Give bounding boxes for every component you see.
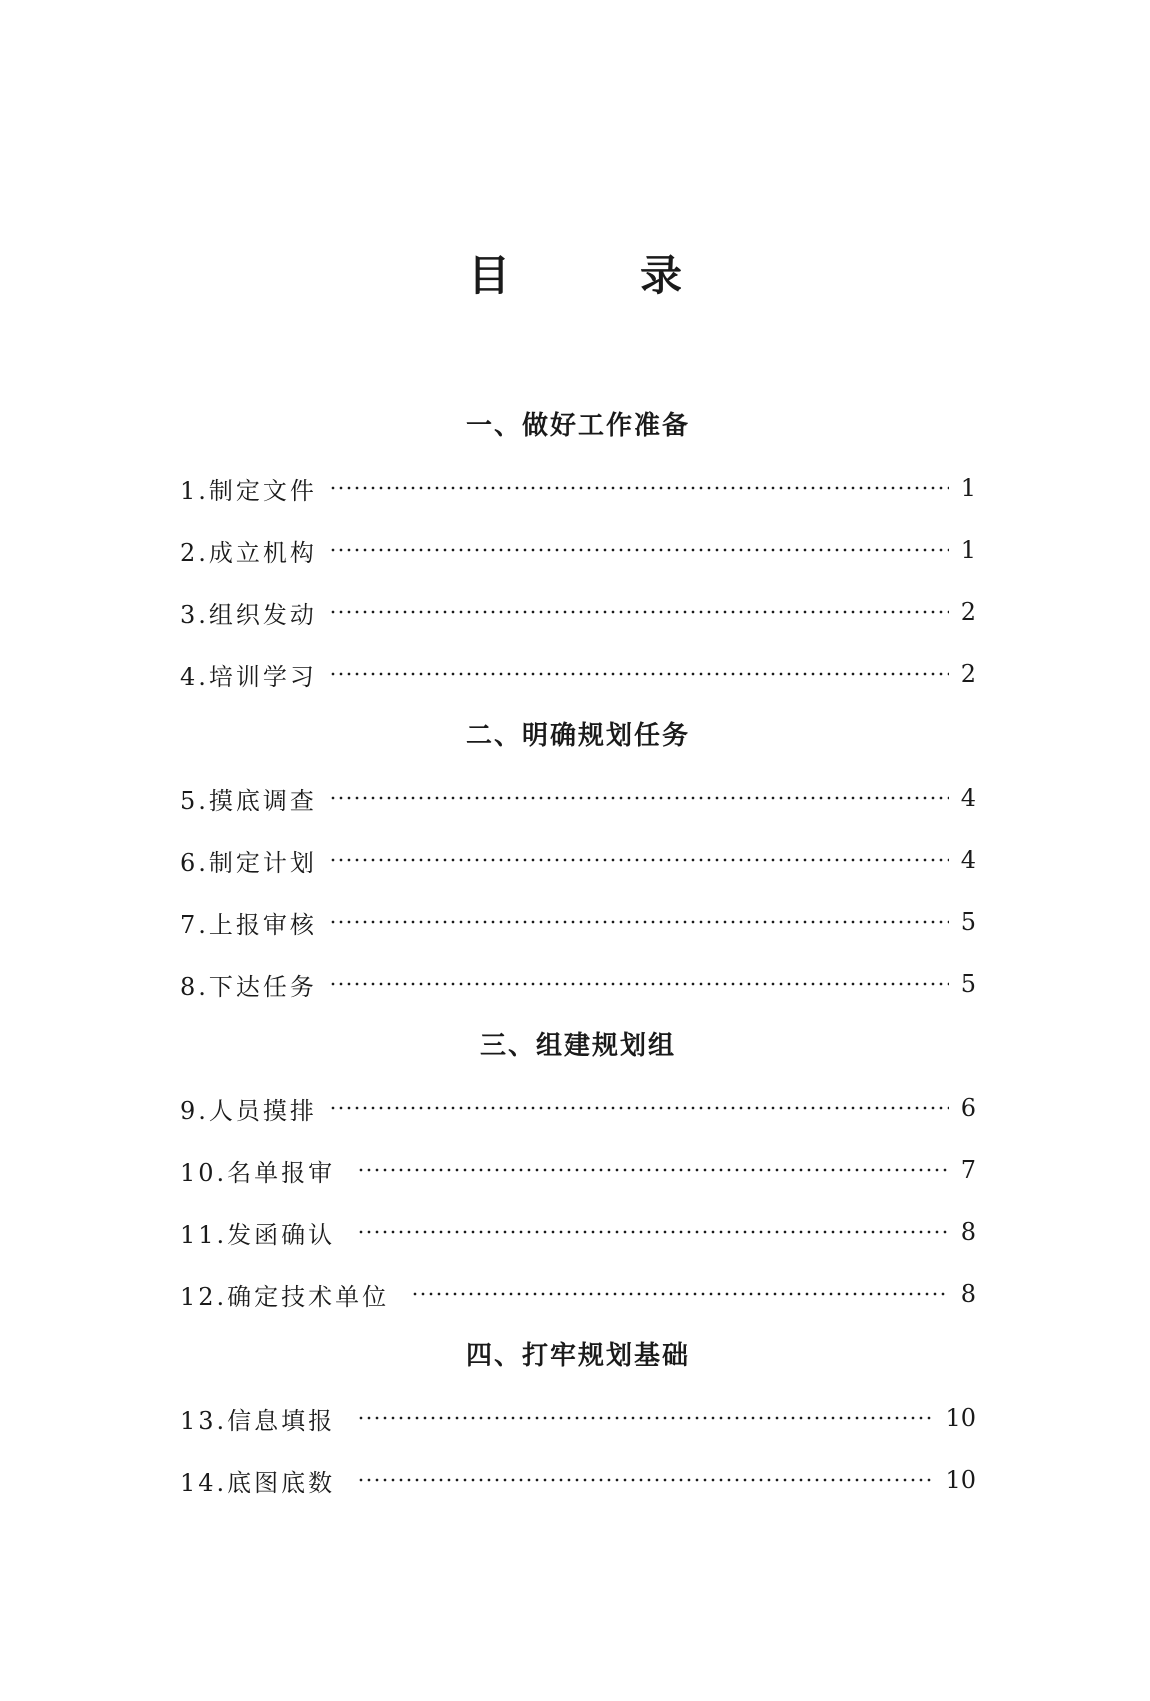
toc-entry[interactable]: [180, 519, 976, 581]
toc-entry[interactable]: [180, 829, 976, 891]
toc-entry[interactable]: [180, 1263, 976, 1325]
entry-label: 12.确定技术单位: [180, 1282, 390, 1311]
dot-leader: [357, 1168, 949, 1172]
dot-leader: [411, 1292, 949, 1296]
entry-label: 1.制定文件: [180, 476, 317, 505]
dot-leader: [357, 1478, 933, 1482]
dot-leader: [329, 610, 949, 614]
section-heading: 三、组建规划组: [479, 1031, 676, 1061]
entry-label: 3.组织发动: [180, 600, 317, 629]
toc-entry[interactable]: [180, 891, 976, 953]
toc-entry[interactable]: [180, 1449, 976, 1511]
entry-page-number: 8: [960, 1280, 976, 1308]
entry-label: 4.培训学习: [180, 662, 317, 691]
toc-entry[interactable]: [180, 767, 976, 829]
dot-leader: [329, 486, 949, 490]
toc-entry[interactable]: [180, 1077, 976, 1139]
table-of-contents: [180, 395, 976, 1511]
dot-leader: [357, 1416, 933, 1420]
toc-entry[interactable]: [180, 457, 976, 519]
entry-label: 7.上报审核: [180, 910, 317, 939]
entry-page-number: 1: [960, 474, 976, 502]
entry-label: 8.下达任务: [180, 972, 317, 1001]
entry-page-number: 8: [960, 1218, 976, 1246]
dot-leader: [357, 1230, 949, 1234]
toc-entry[interactable]: [180, 1201, 976, 1263]
entry-label: 14.底图底数: [180, 1468, 336, 1497]
entry-label: 5.摸底调查: [180, 786, 317, 815]
entry-page-number: 2: [960, 598, 976, 626]
dot-leader: [329, 548, 949, 552]
dot-leader: [329, 796, 949, 800]
dot-leader: [329, 982, 949, 986]
entry-page-number: 7: [960, 1156, 976, 1184]
entry-label: 2.成立机构: [180, 538, 317, 567]
toc-entry[interactable]: [180, 581, 976, 643]
dot-leader: [329, 858, 949, 862]
entry-label: 9.人员摸排: [180, 1096, 317, 1125]
entry-page-number: 4: [960, 784, 976, 812]
entry-label: 11.发函确认: [180, 1220, 336, 1249]
entry-page-number: 6: [960, 1094, 976, 1122]
entry-page-number: 10: [945, 1404, 976, 1432]
entry-page-number: 5: [960, 908, 976, 936]
entry-label: 13.信息填报: [180, 1406, 336, 1435]
section-heading: 四、打牢规划基础: [465, 1341, 690, 1371]
section-heading: 一、做好工作准备: [465, 411, 690, 441]
entry-page-number: 1: [960, 536, 976, 564]
dot-leader: [329, 1106, 949, 1110]
toc-entry[interactable]: [180, 1387, 976, 1449]
section-heading: 二、明确规划任务: [465, 721, 690, 751]
entry-label: 10.名单报审: [180, 1158, 336, 1187]
dot-leader: [329, 920, 949, 924]
entry-page-number: 5: [960, 970, 976, 998]
toc-entry[interactable]: [180, 953, 976, 1015]
toc-entry[interactable]: [180, 643, 976, 705]
dot-leader: [329, 672, 949, 676]
toc-entry[interactable]: [180, 1139, 976, 1201]
page-title: 目 录: [467, 251, 726, 300]
entry-page-number: 10: [945, 1466, 976, 1494]
entry-page-number: 4: [960, 846, 976, 874]
entry-page-number: 2: [960, 660, 976, 688]
entry-label: 6.制定计划: [180, 848, 317, 877]
